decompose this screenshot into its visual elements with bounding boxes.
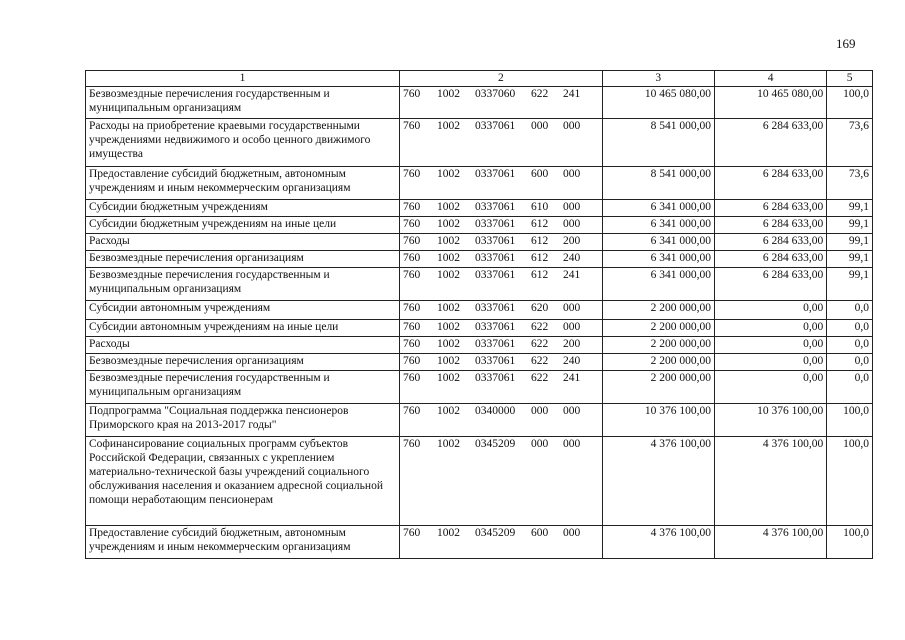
- table-row: [86, 200, 873, 217]
- code-admin: 760: [402, 527, 421, 539]
- row-name: Предоставление субсидий бюджетным, автономным учреждениям и иным некоммерческим организациям: [86, 526, 400, 559]
- table-row: [86, 234, 873, 251]
- code-expense-type: 612: [530, 252, 549, 264]
- row-percent: 99,1: [827, 217, 873, 234]
- code-admin: 760: [402, 355, 421, 367]
- table-row: [86, 354, 873, 371]
- row-codes: [399, 437, 602, 526]
- code-target: 0337061: [474, 372, 516, 384]
- code-target: 0337060: [474, 88, 516, 100]
- row-actual-amount: 6 284 633,00: [714, 234, 826, 251]
- code-section: 1002: [436, 338, 460, 350]
- row-plan-amount: 2 200 000,00: [602, 301, 714, 320]
- row-name: Расходы: [86, 234, 400, 251]
- row-name: Субсидии автономным учреждениям на иные цели: [86, 320, 400, 337]
- row-name: Расходы: [86, 337, 400, 354]
- code-section: 1002: [436, 438, 460, 450]
- row-actual-amount: 0,00: [714, 354, 826, 371]
- code-expense-type: 612: [530, 269, 549, 281]
- row-percent: 0,0: [827, 337, 873, 354]
- code-kosgu: 240: [562, 252, 581, 264]
- row-codes: [399, 320, 602, 337]
- row-actual-amount: 10 376 100,00: [714, 404, 826, 437]
- row-codes: [399, 404, 602, 437]
- budget-table: [85, 70, 873, 559]
- code-kosgu: 240: [562, 355, 581, 367]
- code-kosgu: 241: [562, 372, 581, 384]
- row-name: Безвозмездные перечисления государственным и муниципальным организациям: [86, 371, 400, 404]
- row-codes: [399, 87, 602, 119]
- table-row: [86, 119, 873, 167]
- table-body: [86, 87, 873, 559]
- row-percent: 0,0: [827, 320, 873, 337]
- row-codes: [399, 119, 602, 167]
- code-target: 0337061: [474, 252, 516, 264]
- code-target: 0337061: [474, 120, 516, 132]
- code-admin: 760: [402, 201, 421, 213]
- table-row: [86, 217, 873, 234]
- row-plan-amount: 2 200 000,00: [602, 354, 714, 371]
- row-name: Расходы на приобретение краевыми государственными учреждениями недвижимого и особо ценного движимого имущества: [86, 119, 400, 167]
- code-expense-type: 622: [530, 372, 549, 384]
- page-number: 169: [836, 36, 856, 51]
- code-expense-type: 622: [530, 321, 549, 333]
- row-percent: 99,1: [827, 268, 873, 301]
- row-plan-amount: 6 341 000,00: [602, 251, 714, 268]
- header-col-3: 3: [602, 71, 714, 87]
- row-actual-amount: 0,00: [714, 320, 826, 337]
- code-admin: 760: [402, 252, 421, 264]
- code-admin: 760: [402, 269, 421, 281]
- code-kosgu: 000: [562, 527, 581, 539]
- row-percent: 100,0: [827, 437, 873, 526]
- code-admin: 760: [402, 338, 421, 350]
- code-admin: 760: [402, 120, 421, 132]
- row-actual-amount: 0,00: [714, 301, 826, 320]
- code-section: 1002: [436, 302, 460, 314]
- row-name: Безвозмездные перечисления организациям: [86, 354, 400, 371]
- code-admin: 760: [402, 88, 421, 100]
- table-row: [86, 301, 873, 320]
- header-col-1: 1: [86, 71, 400, 87]
- table-row: [86, 167, 873, 200]
- row-percent: 99,1: [827, 200, 873, 217]
- table-header: [86, 71, 873, 87]
- code-section: 1002: [436, 235, 460, 247]
- code-section: 1002: [436, 269, 460, 281]
- code-expense-type: 610: [530, 201, 549, 213]
- table-row: [86, 526, 873, 559]
- code-target: 0337061: [474, 235, 516, 247]
- row-percent: 100,0: [827, 404, 873, 437]
- code-section: 1002: [436, 168, 460, 180]
- row-actual-amount: 6 284 633,00: [714, 268, 826, 301]
- row-actual-amount: 0,00: [714, 371, 826, 404]
- row-plan-amount: 6 341 000,00: [602, 268, 714, 301]
- row-actual-amount: 4 376 100,00: [714, 526, 826, 559]
- code-kosgu: 200: [562, 235, 581, 247]
- row-codes: [399, 251, 602, 268]
- code-expense-type: 622: [530, 88, 549, 100]
- row-actual-amount: 6 284 633,00: [714, 200, 826, 217]
- row-percent: 100,0: [827, 87, 873, 119]
- code-target: 0337061: [474, 321, 516, 333]
- row-name: Субсидии автономным учреждениям: [86, 301, 400, 320]
- row-plan-amount: 6 341 000,00: [602, 217, 714, 234]
- row-actual-amount: 4 376 100,00: [714, 437, 826, 526]
- row-actual-amount: 0,00: [714, 337, 826, 354]
- header-row: [86, 71, 873, 87]
- row-actual-amount: 6 284 633,00: [714, 167, 826, 200]
- code-target: 0337061: [474, 302, 516, 314]
- row-codes: [399, 371, 602, 404]
- row-plan-amount: 10 465 080,00: [602, 87, 714, 119]
- code-kosgu: 000: [562, 218, 581, 230]
- code-admin: 760: [402, 405, 421, 417]
- code-target: 0345209: [474, 527, 516, 539]
- row-percent: 99,1: [827, 234, 873, 251]
- code-admin: 760: [402, 321, 421, 333]
- code-expense-type: 612: [530, 235, 549, 247]
- row-percent: 0,0: [827, 301, 873, 320]
- table-row: [86, 320, 873, 337]
- code-target: 0337061: [474, 168, 516, 180]
- code-target: 0337061: [474, 201, 516, 213]
- row-actual-amount: 6 284 633,00: [714, 251, 826, 268]
- code-admin: 760: [402, 235, 421, 247]
- code-section: 1002: [436, 372, 460, 384]
- code-expense-type: 622: [530, 355, 549, 367]
- code-section: 1002: [436, 527, 460, 539]
- row-codes: [399, 217, 602, 234]
- row-plan-amount: 2 200 000,00: [602, 320, 714, 337]
- code-section: 1002: [436, 321, 460, 333]
- code-section: 1002: [436, 405, 460, 417]
- code-expense-type: 000: [530, 438, 549, 450]
- row-codes: [399, 526, 602, 559]
- code-section: 1002: [436, 201, 460, 213]
- row-percent: 99,1: [827, 251, 873, 268]
- code-kosgu: 241: [562, 88, 581, 100]
- code-section: 1002: [436, 252, 460, 264]
- row-name: Субсидии бюджетным учреждениям на иные цели: [86, 217, 400, 234]
- code-kosgu: 241: [562, 269, 581, 281]
- header-col-2: 2: [399, 71, 602, 87]
- row-codes: [399, 301, 602, 320]
- row-codes: [399, 268, 602, 301]
- row-name: Подпрограмма "Социальная поддержка пенсионеров Приморского края на 2013-2017 годы": [86, 404, 400, 437]
- table-row: [86, 404, 873, 437]
- row-percent: 100,0: [827, 526, 873, 559]
- row-codes: [399, 167, 602, 200]
- code-expense-type: 612: [530, 218, 549, 230]
- header-col-4: 4: [714, 71, 826, 87]
- row-plan-amount: 2 200 000,00: [602, 337, 714, 354]
- row-codes: [399, 200, 602, 217]
- code-kosgu: 000: [562, 438, 581, 450]
- code-section: 1002: [436, 88, 460, 100]
- row-actual-amount: 6 284 633,00: [714, 119, 826, 167]
- row-plan-amount: 8 541 000,00: [602, 119, 714, 167]
- code-section: 1002: [436, 355, 460, 367]
- row-name: Безвозмездные перечисления государственным и муниципальным организациям: [86, 87, 400, 119]
- code-admin: 760: [402, 218, 421, 230]
- row-plan-amount: 4 376 100,00: [602, 526, 714, 559]
- table-row: [86, 437, 873, 526]
- code-kosgu: 000: [562, 302, 581, 314]
- row-plan-amount: 8 541 000,00: [602, 167, 714, 200]
- row-name: Субсидии бюджетным учреждениям: [86, 200, 400, 217]
- row-codes: [399, 234, 602, 251]
- table-row: [86, 337, 873, 354]
- code-expense-type: 000: [530, 120, 549, 132]
- code-expense-type: 622: [530, 338, 549, 350]
- code-target: 0337061: [474, 338, 516, 350]
- code-admin: 760: [402, 372, 421, 384]
- row-codes: [399, 354, 602, 371]
- table-row: [86, 268, 873, 301]
- code-admin: 760: [402, 168, 421, 180]
- code-expense-type: 600: [530, 168, 549, 180]
- code-kosgu: 000: [562, 168, 581, 180]
- code-section: 1002: [436, 120, 460, 132]
- table-row: [86, 371, 873, 404]
- code-expense-type: 000: [530, 405, 549, 417]
- row-plan-amount: 2 200 000,00: [602, 371, 714, 404]
- row-plan-amount: 10 376 100,00: [602, 404, 714, 437]
- row-plan-amount: 6 341 000,00: [602, 200, 714, 217]
- code-expense-type: 600: [530, 527, 549, 539]
- table-row: [86, 251, 873, 268]
- row-name: Безвозмездные перечисления государственным и муниципальным организациям: [86, 268, 400, 301]
- code-kosgu: 000: [562, 321, 581, 333]
- code-target: 0337061: [474, 218, 516, 230]
- row-actual-amount: 10 465 080,00: [714, 87, 826, 119]
- row-percent: 0,0: [827, 354, 873, 371]
- code-admin: 760: [402, 302, 421, 314]
- code-target: 0337061: [474, 355, 516, 367]
- code-section: 1002: [436, 218, 460, 230]
- code-kosgu: 200: [562, 338, 581, 350]
- code-target: 0345209: [474, 438, 516, 450]
- row-name: Предоставление субсидий бюджетным, автономным учреждениям и иным некоммерческим организациям: [86, 167, 400, 200]
- code-kosgu: 000: [562, 120, 581, 132]
- code-admin: 760: [402, 438, 421, 450]
- code-expense-type: 620: [530, 302, 549, 314]
- row-percent: 73,6: [827, 119, 873, 167]
- row-actual-amount: 6 284 633,00: [714, 217, 826, 234]
- code-target: 0340000: [474, 405, 516, 417]
- row-percent: 0,0: [827, 371, 873, 404]
- code-kosgu: 000: [562, 405, 581, 417]
- header-col-5: 5: [827, 71, 873, 87]
- code-kosgu: 000: [562, 201, 581, 213]
- table-row: [86, 87, 873, 119]
- row-plan-amount: 6 341 000,00: [602, 234, 714, 251]
- code-target: 0337061: [474, 269, 516, 281]
- row-name: Софинансирование социальных программ субъектов Российской Федерации, связанных с укреплением материально-технической базы учреждений социального обслуживания населения и оказанием адресной социальной помощи неработающим пенсионерам: [86, 437, 400, 526]
- row-name: Безвозмездные перечисления организациям: [86, 251, 400, 268]
- row-codes: [399, 337, 602, 354]
- row-plan-amount: 4 376 100,00: [602, 437, 714, 526]
- row-percent: 73,6: [827, 167, 873, 200]
